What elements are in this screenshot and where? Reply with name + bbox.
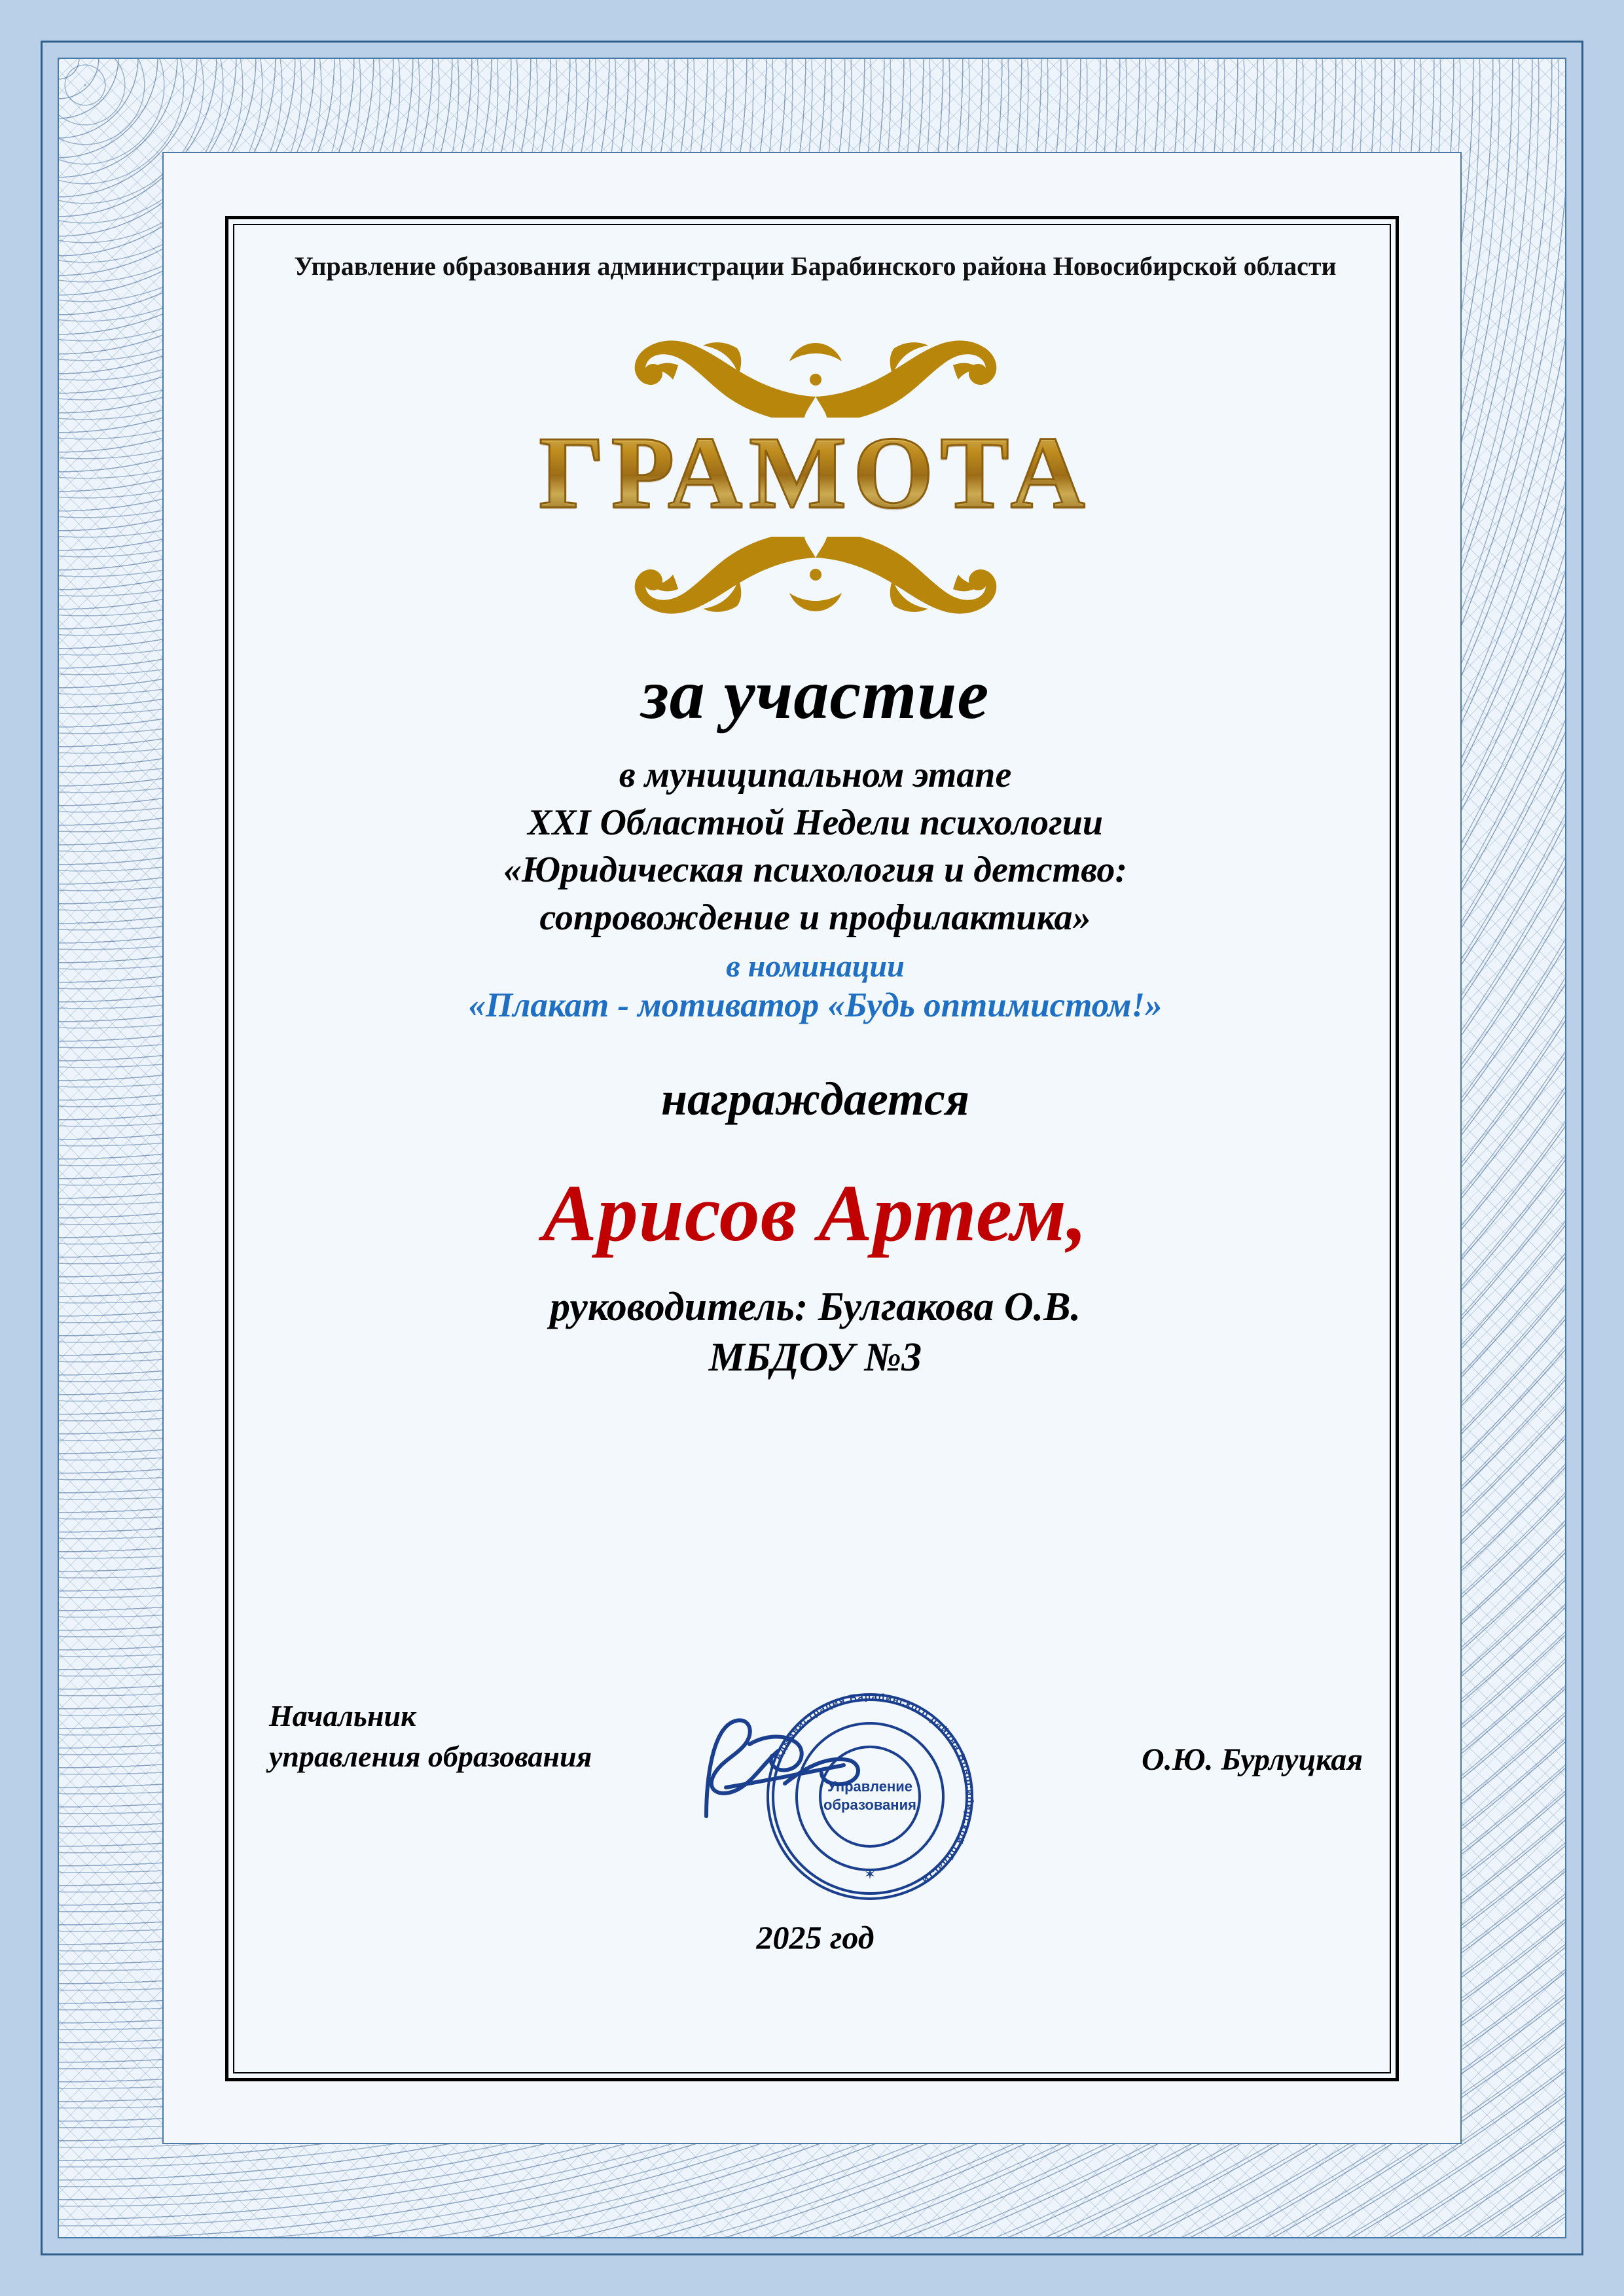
certificate-content	[228, 219, 1402, 2085]
event-description	[228, 751, 1402, 942]
certificate-title: ГРАМОТА	[228, 422, 1402, 525]
event-line-2: XXI Областной Недели психологии	[527, 802, 1104, 843]
signer-title	[269, 1696, 592, 1777]
nomination-label: в номинации	[726, 948, 905, 984]
flourish-top-icon	[228, 319, 1402, 418]
event-line-4: сопровождение и профилактика»	[539, 897, 1091, 939]
supervisor-block	[228, 1282, 1402, 1384]
recipient-name	[228, 1167, 1402, 1260]
recipient-name-comma: ,	[1066, 1168, 1088, 1258]
official-round-stamp	[752, 1679, 988, 1914]
event-line-3: «Юридическая психология и детство:	[503, 850, 1128, 891]
nomination-value: «Плакат - мотиватор «Будь оптимистом!»	[468, 986, 1163, 1024]
signer-name: О.Ю. Бурлуцкая	[1142, 1742, 1363, 1777]
awarded-word: награждается	[661, 1072, 969, 1125]
signer-title-line-1: Начальник	[269, 1699, 416, 1732]
svg-text:образования: образования	[823, 1797, 916, 1813]
event-line-1: в муниципальном этапе	[619, 754, 1012, 795]
supervisor-line: руководитель: Булгакова О.В.	[550, 1284, 1081, 1329]
signer-title-line-2: управления образования	[269, 1740, 592, 1774]
institution-line: МБДОУ №3	[708, 1335, 922, 1380]
svg-text:Управление: Управление	[827, 1778, 913, 1795]
recipient-name-text: Арисов Артем	[543, 1168, 1067, 1258]
svg-text:Администрация Барабинского: Администрация Барабинского района Новосибирской области	[772, 1691, 976, 1887]
flourish-bottom-icon	[228, 537, 1402, 635]
signature-row	[228, 1685, 1402, 1887]
award-reason: за участие	[641, 655, 990, 734]
certificate-text-frame	[225, 216, 1399, 2081]
organization-header: Управление образования администрации Барабинского района Новосибирской области	[294, 251, 1337, 281]
svg-text:✶: ✶	[863, 1866, 876, 1882]
issue-year: 2025 год	[756, 1919, 875, 1956]
